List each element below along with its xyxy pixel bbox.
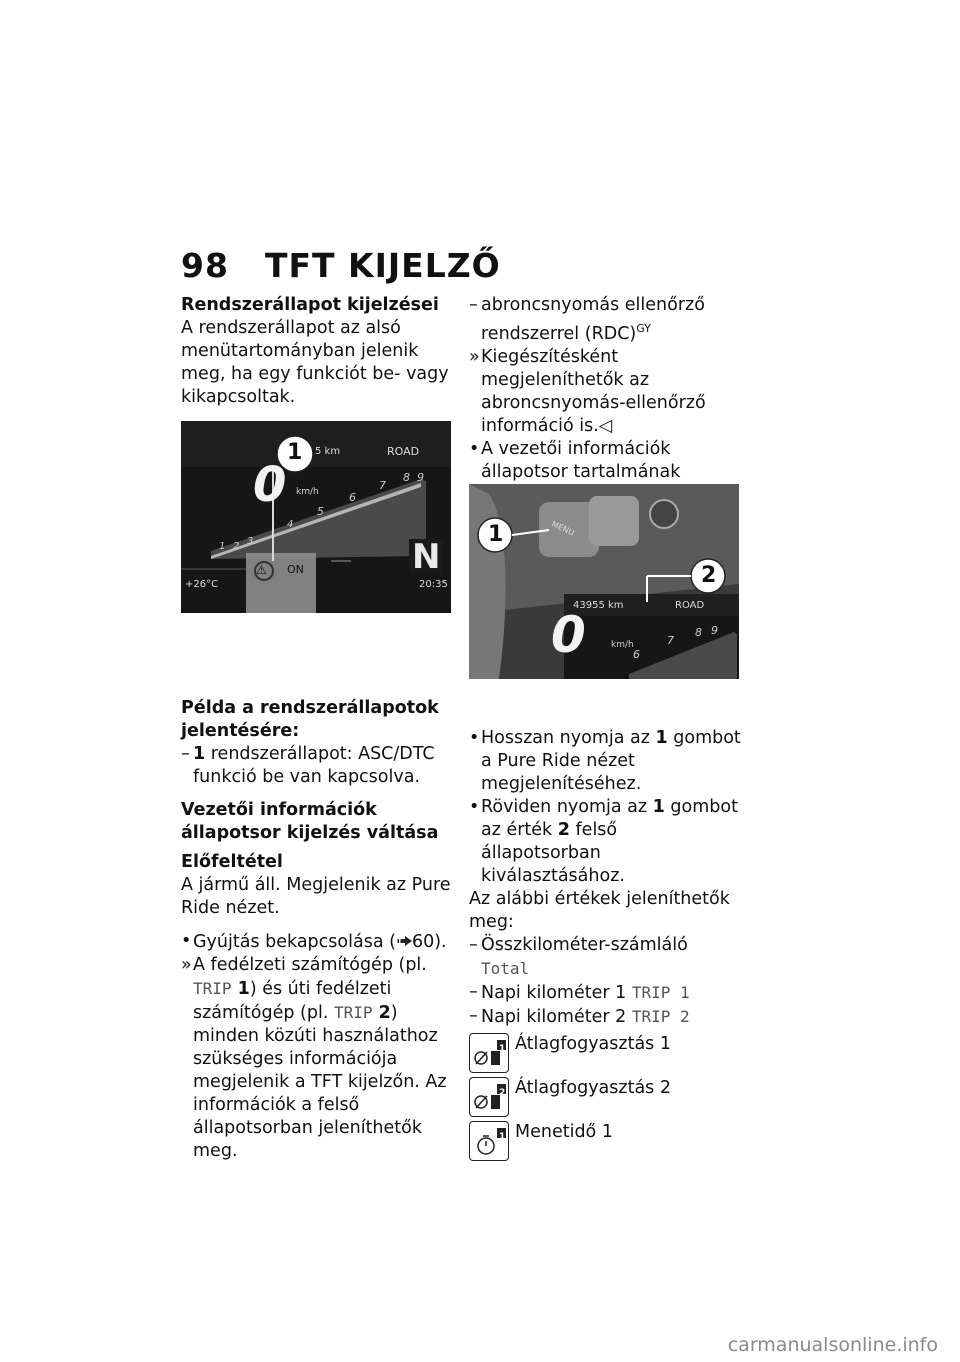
status-on-label: ON	[287, 563, 304, 576]
step-ignition	[181, 930, 453, 954]
result-text: ) minden közúti használathoz szükséges információja megjelenik a TFT kijelzőn. Az információk a felső állapotsorban jeleníthetők meg.	[193, 1003, 447, 1161]
mono-trip: TRIP	[333, 1003, 373, 1022]
icon-badge: 2	[499, 1087, 506, 1098]
callout-1: 1	[488, 522, 504, 547]
mono-total: Total	[481, 958, 530, 978]
stopwatch-icon	[469, 1121, 509, 1161]
clock: 20:35	[419, 579, 448, 590]
tach-mark: 9	[417, 471, 424, 484]
page-ref-arrow-icon	[396, 930, 412, 940]
odometer-text: 43955 km	[573, 600, 624, 611]
avg-consumption-1-row	[469, 1033, 741, 1073]
precondition-text: A jármű áll. Megjelenik az Pure Ride nézet.	[181, 875, 451, 918]
value-text: Összkilométer-számláló	[481, 934, 688, 955]
result-text: ) és úti fedélzeti számítógép (pl.	[193, 979, 392, 1023]
end-mark: ◁	[598, 415, 613, 436]
handlebar-drawing	[469, 484, 739, 679]
mode-text: ROAD	[387, 445, 420, 458]
value-text: Napi kilométer 1	[481, 982, 632, 1003]
speed-unit: km/h	[296, 487, 319, 497]
rdc-text: abroncsnyomás ellenőrző rendszerrel (RDC)	[481, 295, 705, 344]
tach-mark: 6	[633, 648, 640, 661]
tach-mark: 7	[379, 479, 386, 492]
values-intro: Az alábbi értékek jeleníthetők meg:	[469, 888, 730, 932]
precondition-heading: Előfeltétel	[181, 852, 283, 872]
ride-time-row	[469, 1121, 741, 1161]
step-long-press	[469, 727, 741, 796]
step-text: Hosszan nyomja az	[481, 727, 656, 748]
page-ref[interactable]: 60).	[411, 932, 447, 952]
page-title: TFT KIJELZŐ	[265, 246, 501, 285]
bullet-mark: •	[181, 931, 192, 951]
step-text: felső állapotsorban kiválasztásához.	[481, 819, 625, 886]
mono-trip: TRIP	[193, 979, 232, 998]
bullet-mark: •	[469, 727, 480, 748]
odometer-text: 5 km	[315, 446, 341, 457]
speed-unit: km/h	[611, 640, 634, 650]
callout-1: 1	[287, 440, 303, 465]
right-column	[469, 294, 741, 1161]
avg-consumption-icon	[469, 1077, 509, 1117]
tach-mark: 4	[287, 519, 294, 530]
step-text: A vezetői információk állapotsor tartalmának	[481, 438, 681, 482]
mono-trip: TRIP 2	[631, 1006, 690, 1026]
value-total	[469, 934, 741, 981]
avg-consumption-icon	[469, 1033, 509, 1073]
figure-dashboard-status	[181, 421, 451, 613]
bullet-mark: •	[469, 796, 480, 817]
speed-value: 0	[551, 606, 586, 664]
tach-mark: 7	[667, 634, 674, 647]
tach-mark: 8	[403, 471, 410, 484]
section-heading-status: Rendszerállapot kijelzései	[181, 295, 439, 315]
avg-consumption-2-label: Átlagfogyasztás 2	[515, 1077, 671, 1098]
menu-button-label[interactable]: MENU	[550, 519, 576, 538]
bold-num: 2	[557, 819, 570, 840]
avg-consumption-1-label: Átlagfogyasztás 1	[515, 1033, 671, 1054]
tach-mark: 1	[219, 541, 226, 552]
callout-ref: 1	[193, 744, 206, 764]
result-mark: »	[469, 346, 480, 367]
result-mark: »	[181, 955, 192, 975]
example-heading: Példa a rendszerállapotok jelentésére:	[181, 698, 439, 741]
tach-mark: 6	[349, 491, 356, 504]
example-text: rendszerállapot: ASC/DTC funkció be van kapcsolva.	[193, 744, 435, 787]
step-text: Röviden nyomja az	[481, 796, 653, 817]
result-text: A fedélzeti számítógép (pl.	[193, 955, 427, 975]
gear-indicator: N	[412, 537, 441, 577]
tach-mark: 8	[695, 626, 702, 639]
result-text: Kiegészítésként megjeleníthetők az abroncsnyomás-ellenőrző információ is.	[481, 346, 706, 436]
value-text: Napi kilométer 2	[481, 1006, 632, 1027]
mode-text: ROAD	[675, 600, 705, 611]
warning-icon: ⚠	[256, 563, 267, 577]
bold-num: 1	[652, 796, 665, 817]
tach-mark: 3	[247, 536, 254, 547]
figure-handlebar-menu	[469, 484, 739, 679]
bold-num: 1	[655, 727, 668, 748]
result-computer	[181, 954, 453, 1163]
bullet-mark: •	[469, 438, 480, 459]
bold-num: 1	[231, 979, 250, 999]
rdc-item	[469, 294, 741, 346]
page-number: 98	[181, 246, 229, 285]
step-text: gombot az érték	[481, 796, 738, 840]
result-rdc	[469, 346, 741, 438]
callout-2: 2	[701, 563, 717, 588]
dash-mark: –	[469, 1005, 478, 1026]
temperature: +26°C	[185, 579, 219, 590]
value-trip1	[469, 981, 741, 1005]
step-text: gombot a Pure Ride nézet megjelenítéséhez.	[481, 727, 741, 794]
equipment-code: GY	[636, 322, 651, 335]
example-item	[181, 743, 453, 789]
dash-mark: –	[469, 981, 478, 1002]
tach-mark: 2	[233, 541, 240, 552]
step-text: Gyújtás bekapcsolása (	[193, 932, 396, 952]
page-header	[181, 246, 501, 285]
avg-consumption-2-row	[469, 1077, 741, 1117]
dash-mark: –	[469, 295, 478, 315]
value-trip2	[469, 1005, 741, 1029]
section-heading-switch: Vezetői információk állapotsor kijelzés váltása	[181, 800, 439, 843]
dash-mark: –	[469, 934, 478, 955]
ride-time-label: Menetidő 1	[515, 1121, 613, 1142]
bold-num: 2	[372, 1003, 391, 1023]
step-short-press	[469, 796, 741, 888]
dash-mark: –	[181, 744, 190, 764]
icon-badge: 1	[499, 1043, 506, 1054]
tach-mark: 9	[711, 624, 718, 637]
tach-mark: 5	[317, 505, 324, 518]
mono-trip: TRIP 1	[631, 982, 690, 1002]
speed-value: 0	[253, 457, 287, 513]
icon-badge: 1	[499, 1131, 506, 1142]
watermark: carmanualsonline.info	[727, 1334, 938, 1356]
status-description: A rendszerállapot az alsó menütartományban jelenik meg, ha egy funkciót be- vagy kikapcsoltak.	[181, 318, 449, 407]
